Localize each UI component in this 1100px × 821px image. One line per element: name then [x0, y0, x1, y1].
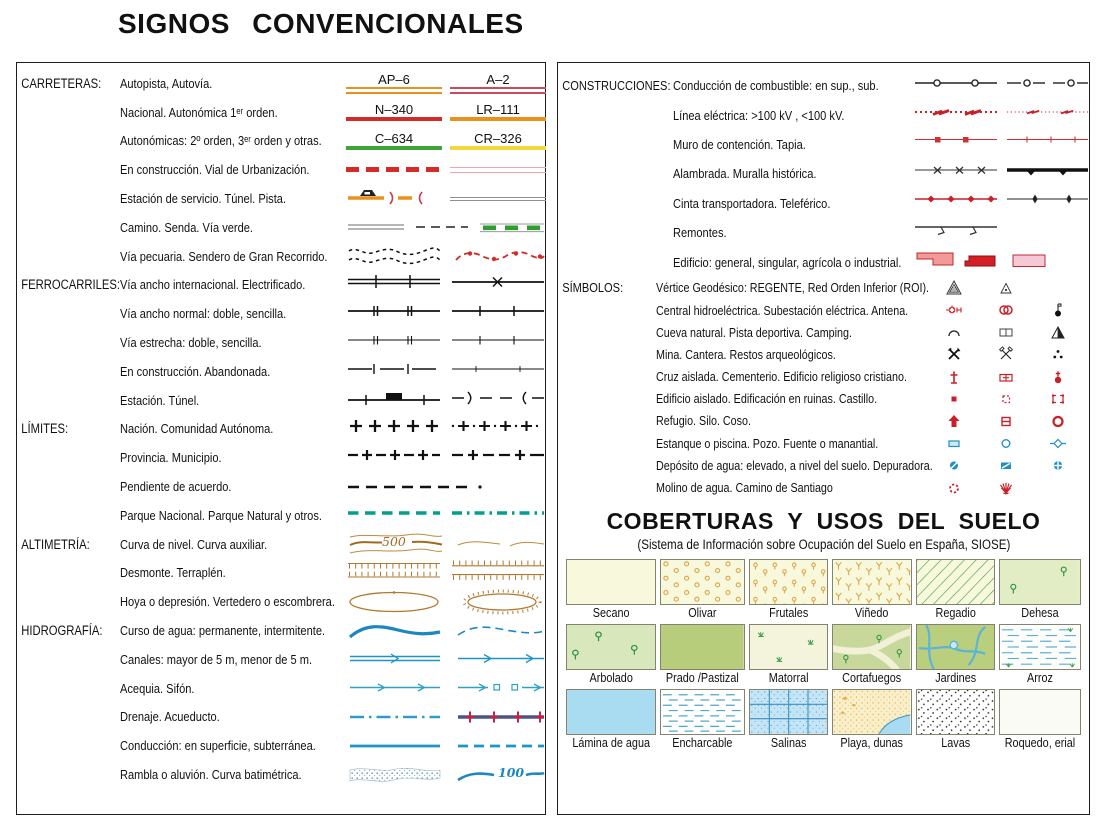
coberturas-heading: COBERTURAS Y USOS DEL SUELO [606, 507, 1041, 534]
row-label: Nacional. Autonómica 1ᵉʳ orden. [120, 104, 278, 120]
landcover-label: Lámina de agua [572, 735, 651, 750]
landcover-label: Regadio [935, 605, 976, 620]
row-label: Hoya o depresión. Vertedero o escombrera. [120, 594, 335, 610]
ski-lift-icon [913, 216, 1089, 245]
row-deposito [558, 454, 1089, 476]
symbol-hoya [346, 589, 546, 615]
santiago-shell-icon [997, 479, 1015, 497]
track-line-icon [450, 197, 546, 201]
row-muro [558, 130, 1089, 159]
landcover-swatch-cortafuegos [832, 624, 911, 670]
row-pendiente [17, 472, 545, 501]
single-track-rail-icon [450, 298, 546, 324]
landcover-cell [999, 689, 1081, 751]
row-label: Estanque o piscina. Pozo. Fuente o manantial. [656, 435, 879, 451]
pond-icon [945, 434, 963, 452]
landcover-swatch-lamina-agua [566, 689, 656, 735]
row-parque [17, 501, 545, 530]
treatment-plant-icon [1049, 456, 1067, 474]
secondary-road-line-icon [346, 146, 442, 150]
row-label: Línea eléctrica: >100 kV , <100 kV. [673, 107, 845, 123]
row-rambla [17, 760, 545, 789]
symbol-estrecha [346, 327, 546, 358]
row-mina [558, 343, 1089, 365]
symbol-provincia [346, 442, 546, 473]
landcover-label: Playa, dunas [840, 735, 904, 750]
road-tag: A–2 [486, 71, 510, 87]
symbol-estacion-tunel [346, 385, 546, 416]
row-label: Remontes. [673, 225, 727, 241]
cutting-icon [346, 557, 442, 583]
row-label: Mina. Cantera. Restos arqueológicos. [656, 346, 836, 362]
symbol-desmonte [346, 557, 546, 588]
landcover-cell [749, 624, 828, 686]
row-edificio-aislado [558, 388, 1089, 410]
landcover-cell [999, 559, 1081, 621]
row-label: Alambrada. Muralla histórica. [673, 166, 817, 182]
landcover-swatch-arbolado [566, 624, 656, 670]
narrow-double-track-icon [346, 327, 442, 353]
landcover-cell [832, 624, 911, 686]
landcover-label: Prado /Pastizal [666, 670, 740, 685]
landcover-swatch-lavas [916, 689, 995, 735]
row-autopista [17, 69, 545, 98]
row-camino [17, 213, 545, 242]
double-track-rail-icon [346, 298, 442, 324]
row-via-pecuaria [17, 242, 545, 271]
spring-icon [1049, 434, 1067, 452]
antenna-icon [1049, 301, 1067, 319]
row-label: Cueva natural. Pista deportiva. Camping. [656, 324, 852, 340]
row-conduccion [17, 731, 545, 760]
row-label: Cinta transportadora. Teleférico. [673, 195, 831, 211]
row-label: Canales: mayor de 5 m, menor de 5 m. [120, 651, 313, 667]
church-icon [1049, 368, 1067, 386]
landcover-label: Arbolado [589, 670, 633, 685]
water-tank-elevated-icon [945, 456, 963, 474]
camping-icon [1049, 323, 1067, 341]
well-icon [997, 434, 1015, 452]
national-road-line-icon [346, 117, 442, 122]
substation-icon [997, 301, 1015, 319]
landcover-cell [916, 689, 995, 751]
path-trail-greenway-icon [346, 214, 546, 240]
silo-icon [997, 412, 1015, 430]
landcover-label: Roquedo, erial [1004, 735, 1076, 750]
row-molino [558, 476, 1089, 498]
refuge-icon [945, 412, 963, 430]
contour-value-label: 500 [382, 534, 406, 550]
landcover-cell [749, 689, 828, 751]
fuel-pipeline-icon [913, 69, 1089, 98]
section-label: LÍMITES: [21, 421, 69, 437]
symbol-rambla [346, 762, 546, 788]
landcover-swatch-salinas [749, 689, 828, 735]
bathymetric-value-label: 100 [498, 764, 525, 780]
row-label: Refugio. Silo. Coso. [656, 413, 752, 429]
landcover-cell [660, 624, 745, 686]
landcover-swatch-arroz [999, 624, 1081, 670]
landcover-cell [660, 559, 745, 621]
row-autonomicas [17, 127, 545, 156]
symbol-parque [346, 500, 546, 531]
row-label: En construcción. Vial de Urbanización. [120, 162, 310, 178]
section-label: HIDROGRAFÍA: [21, 623, 103, 639]
landcover-cell [916, 559, 995, 621]
row-label: Muro de contención. Tapia. [673, 136, 806, 152]
municipality-boundary-icon [450, 442, 546, 468]
page-title: SIGNOS CONVENCIONALES [118, 8, 524, 39]
section-label: CONSTRUCCIONES: [562, 78, 671, 94]
road-under-construction-icon [346, 167, 442, 172]
row-ancho-normal [17, 299, 545, 328]
symbol-camino [346, 214, 546, 240]
row-label: En construcción. Abandonada. [120, 363, 271, 379]
section-label: FERROCARRILES: [21, 277, 120, 293]
service-station-tunnel-icon [346, 183, 442, 209]
row-label: Edificio: general, singular, agrícola o industrial. [673, 254, 902, 270]
landcover-swatch-regadio [916, 559, 995, 605]
row-canales [17, 645, 545, 674]
row-label: Vía estrecha: doble, sencilla. [120, 335, 262, 351]
row-drenaje [17, 703, 545, 732]
section-label: ALTIMETRÍA: [21, 536, 90, 552]
row-label: Camino. Senda. Vía verde. [120, 219, 254, 235]
landcover-label: Jardines [934, 670, 976, 685]
symbol-construccion-abandonada [346, 356, 546, 387]
irrigation-ditch-siphon-icon [346, 675, 546, 701]
row-label: Rambla o aluvión. Curva batimétrica. [120, 767, 302, 783]
landcover-label: Viñedo [855, 605, 889, 620]
row-label: Drenaje. Acueducto. [120, 709, 220, 725]
building-types-icon [913, 245, 1089, 274]
rail-under-construction-icon [346, 356, 442, 382]
symbol-nacional [346, 103, 546, 122]
row-refugio [558, 410, 1089, 432]
row-label: Central hidroeléctrica. Subestación eléctrica. Antena. [656, 302, 909, 318]
landcover-swatch-dehesa [999, 559, 1081, 605]
retaining-wall-icon [913, 127, 1089, 156]
row-label: Vértice Geodésico: REGENTE, Red Orden Inferior (ROI). [656, 280, 930, 296]
row-label: Parque Nacional. Parque Natural y otros. [120, 507, 322, 523]
rail-station-icon [346, 385, 442, 411]
row-edificio [558, 247, 1089, 276]
landcover-cell [916, 624, 995, 686]
landcover-cell [832, 559, 911, 621]
row-nacional [17, 98, 545, 127]
row-label: Desmonte. Terraplén. [120, 565, 226, 581]
landcover-label: Olivar [688, 605, 717, 620]
landcover-label: Secano [592, 605, 630, 620]
landcover-label: Dehesa [1021, 605, 1059, 620]
row-label: Curva de nivel. Curva auxiliar. [120, 536, 268, 552]
landcover-label: Arroz [1027, 670, 1053, 685]
landcover-swatch-roquedo [999, 689, 1081, 735]
row-label: Pendiente de acuerdo. [120, 479, 232, 495]
symbol-drenaje [346, 704, 546, 730]
coberturas-subtitle: (Sistema de Información sobre Ocupación del Suelo en España, SIOSE) [636, 536, 1010, 552]
drove-road-gr-trail-icon [346, 243, 546, 269]
symbol-via-pecuaria [346, 243, 546, 269]
left-legend-panel [16, 62, 546, 815]
international-gauge-rail-icon [346, 269, 442, 295]
row-alambrada [558, 159, 1089, 188]
symbol-autopista [346, 73, 546, 94]
row-label: Autopista, Autovía. [120, 75, 213, 91]
row-label: Conducción: en superficie, subterránea. [120, 738, 316, 754]
depression-dump-icon [346, 589, 546, 615]
row-label: Depósito de agua: elevado, a nivel del suelo. Depuradora. [656, 457, 933, 473]
row-label: Vía ancho internacional. Electrificado. [120, 277, 306, 293]
landcover-cell [566, 624, 656, 686]
narrow-single-track-icon [450, 327, 546, 353]
row-cueva [558, 321, 1089, 343]
row-label: Provincia. Municipio. [120, 450, 222, 466]
regional-road-line-icon [450, 117, 546, 121]
cross-icon [945, 368, 963, 386]
rail-tunnel-icon [450, 385, 546, 411]
row-ancho-internacional [17, 271, 545, 300]
row-label: Molino de agua. Camino de Santiago [656, 480, 833, 496]
conveyor-cablecar-icon [913, 186, 1089, 215]
national-park-boundary-icon [346, 500, 442, 526]
row-estacion-servicio [17, 184, 545, 213]
row-hoya [17, 587, 545, 616]
row-estrecha [17, 328, 545, 357]
landcover-label: Salinas [770, 735, 807, 750]
landcover-label: Encharcable [672, 735, 733, 750]
water-pipeline-icon [346, 733, 546, 759]
drainage-aqueduct-icon [346, 704, 546, 730]
contour-lines-icon [346, 531, 546, 557]
symbol-construccion-vial [346, 167, 546, 173]
motorway-line-icon [346, 87, 442, 94]
embankment-icon [450, 557, 546, 583]
landcover-cell [999, 624, 1081, 686]
isolated-building-icon [945, 390, 963, 408]
row-label: Vía ancho normal: doble, sencilla. [120, 306, 287, 322]
row-label: Curso de agua: permanente, intermitente. [120, 623, 326, 639]
landcover-swatch-matorral [749, 624, 828, 670]
bullring-icon [1049, 412, 1067, 430]
row-label: Acequia. Sifón. [120, 680, 195, 696]
tertiary-road-line-icon [450, 146, 546, 150]
row-central-hidroelectrica [558, 299, 1089, 321]
row-nacion [17, 415, 545, 444]
landcover-grid [558, 552, 1089, 751]
symbol-autonomicas [346, 132, 546, 150]
row-cruz [558, 365, 1089, 387]
row-construccion-abandonada [17, 357, 545, 386]
row-remontes [558, 218, 1089, 247]
row-estacion-tunel [17, 386, 545, 415]
fence-wall-icon [913, 157, 1089, 186]
abandoned-rail-icon [450, 356, 546, 382]
row-label: Nación. Comunidad Autónoma. [120, 421, 274, 437]
symbol-ancho-normal [346, 298, 546, 329]
symbol-estacion-servicio [346, 183, 546, 214]
national-boundary-icon [346, 413, 442, 439]
landcover-swatch-frutales [749, 559, 828, 605]
row-label: Vía pecuaria. Sendero de Gran Recorrido. [120, 248, 328, 264]
mine-icon [945, 345, 963, 363]
row-acequia [17, 674, 545, 703]
symbol-conduccion [346, 733, 546, 759]
row-label: Edificio aislado. Edificación en ruinas. Castillo. [656, 391, 878, 407]
row-combustible [558, 71, 1089, 100]
row-label: Estación. Túnel. [120, 392, 200, 408]
landcover-swatch-secano [566, 559, 656, 605]
landcover-swatch-playa-dunas [832, 689, 911, 735]
row-provincia [17, 443, 545, 472]
geodesic-regente-icon [945, 279, 963, 297]
road-tag: N–340 [374, 101, 414, 117]
urbanization-road-icon [450, 167, 546, 173]
landcover-swatch-prado [660, 624, 745, 670]
row-construccion-vial [17, 155, 545, 184]
cemetery-icon [997, 368, 1015, 386]
watermill-icon [945, 479, 963, 497]
ruins-icon [997, 390, 1015, 408]
castle-icon [1049, 390, 1067, 408]
landcover-label: Lavas [940, 735, 970, 750]
water-tank-ground-icon [997, 456, 1015, 474]
landcover-swatch-jardines [916, 624, 995, 670]
landcover-cell [660, 689, 745, 751]
row-curva-nivel [17, 530, 545, 559]
row-label: Conducción de combustible: en sup., sub. [673, 78, 879, 94]
row-estanque [558, 432, 1089, 454]
row-linea-electrica [558, 100, 1089, 129]
symbol-curso-agua [346, 618, 546, 644]
electrified-rail-icon [450, 269, 546, 295]
section-label: SÍMBOLOS: [562, 280, 624, 296]
autonomous-community-boundary-icon [450, 413, 546, 439]
natural-park-boundary-icon [450, 500, 546, 526]
canal-icon [346, 646, 546, 672]
symbol-pendiente [346, 474, 546, 500]
power-line-icon [913, 98, 1089, 127]
landcover-swatch-olivar [660, 559, 745, 605]
road-tag: AP–6 [378, 71, 410, 87]
hydro-plant-icon [945, 301, 963, 319]
landcover-label: Matorral [768, 670, 809, 685]
watercourse-icon [346, 618, 546, 644]
row-label: Estación de servicio. Túnel. Pista. [120, 191, 287, 207]
sports-court-icon [997, 323, 1015, 341]
road-tag: CR–326 [474, 130, 522, 146]
symbol-nacion [346, 413, 546, 444]
archaeology-icon [1049, 345, 1067, 363]
road-tag: LR–111 [476, 102, 520, 118]
cave-icon [945, 323, 963, 341]
row-vertice-geodesico [558, 277, 1089, 299]
dual-carriageway-line-icon [450, 87, 546, 94]
symbol-ancho-internacional [346, 269, 546, 300]
landcover-cell [566, 559, 656, 621]
right-legend-panel [557, 62, 1090, 815]
pending-agreement-boundary-icon [346, 474, 546, 500]
row-desmonte [17, 559, 545, 588]
symbol-acequia [346, 675, 546, 701]
symbol-canales [346, 646, 546, 672]
road-tag: C–634 [374, 130, 414, 146]
landcover-cell [749, 559, 828, 621]
geodesic-roi-icon [997, 279, 1015, 297]
landcover-label: Frutales [769, 605, 809, 620]
landcover-label: Cortafuegos [842, 670, 902, 685]
symbol-curva-nivel [346, 531, 546, 557]
landcover-cell [566, 689, 656, 751]
province-boundary-icon [346, 442, 442, 468]
quarry-icon [997, 345, 1015, 363]
row-curso-agua [17, 616, 545, 645]
section-label: CARRETERAS: [21, 75, 102, 91]
landcover-cell [832, 689, 911, 751]
landcover-swatch-vinedo [832, 559, 911, 605]
row-label: Cruz aislada. Cementerio. Edificio religioso cristiano. [656, 369, 907, 385]
row-label: Autonómicas: 2º orden, 3ᵉʳ orden y otras. [120, 133, 322, 149]
landcover-swatch-encharcable [660, 689, 745, 735]
row-cinta [558, 189, 1089, 218]
